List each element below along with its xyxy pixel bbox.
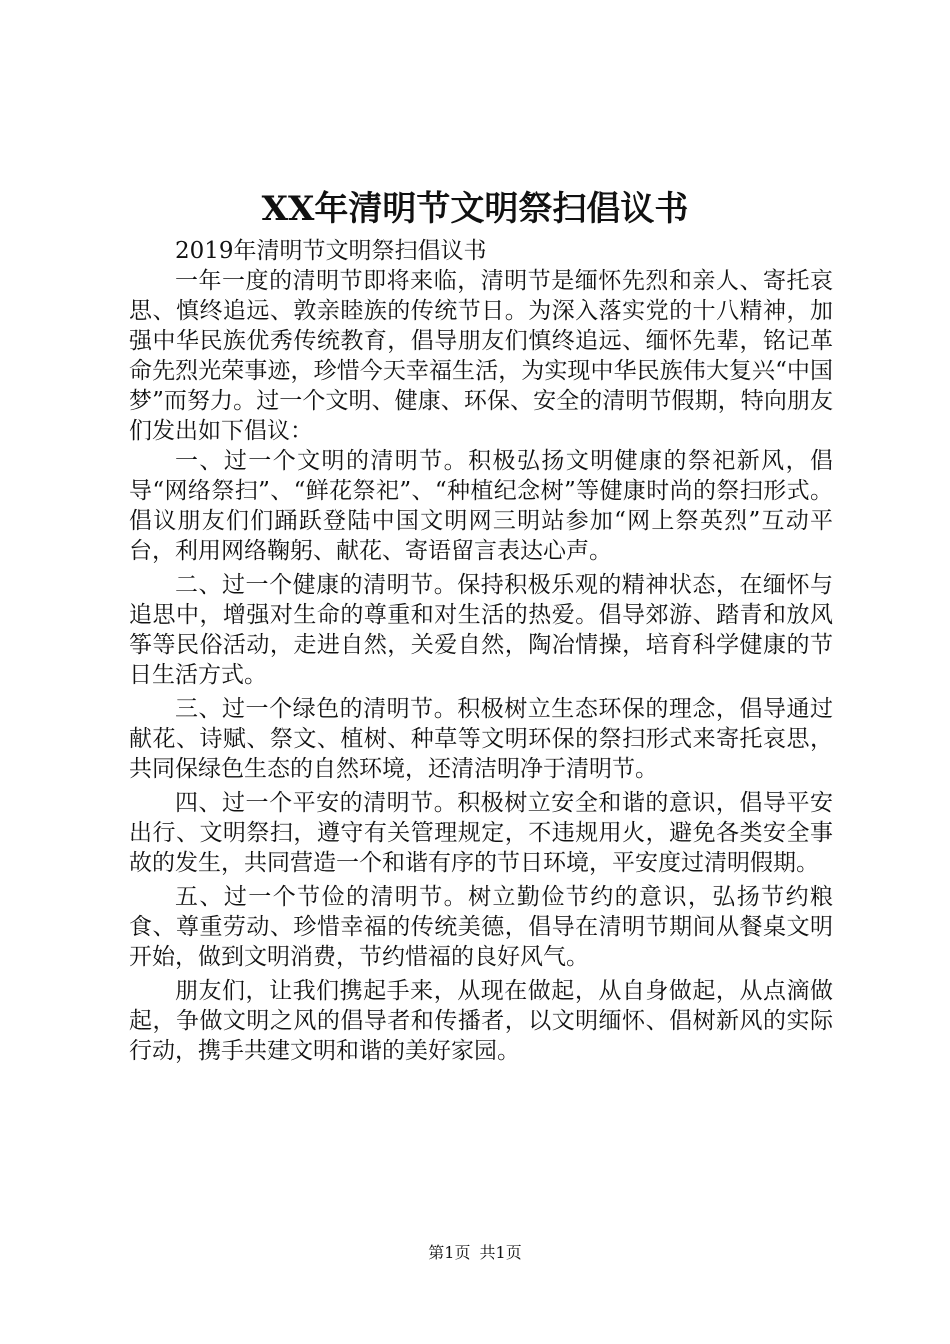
document-title: XX年清明节文明祭扫倡议书 [261, 189, 689, 229]
document-body [129, 236, 833, 1066]
document-subtitle: 2019年清明节文明祭扫倡议书 [175, 238, 487, 264]
paragraph-healthy: 二、过一个健康的清明节。保持积极乐观的精神状态，在缅怀与追思中，增强对生命的尊重和对生活的热爱。倡导郊游、踏青和放风筝等民俗活动，走进自然，关爱自然，陶冶情操，培育科学健康的节日生活方式。 [129, 572, 833, 688]
paragraph-green: 三、过一个绿色的清明节。积极树立生态环保的理念，倡导通过献花、诗赋、祭文、植树、种草等文明环保的祭扫形式来寄托哀思，共同保绿色生态的自然环境，还清洁明净于清明节。 [129, 696, 833, 782]
page-total: 共1页 [479, 1243, 522, 1262]
paragraph-frugal: 五、过一个节俭的清明节。树立勤俭节约的意识，弘扬节约粮食、尊重劳动、珍惜幸福的传统美德，倡导在清明节期间从餐桌文明开始，做到文明消费，节约惜福的良好风气。 [129, 884, 833, 970]
paragraph-civilized: 一、过一个文明的清明节。积极弘扬文明健康的祭祀新风，倡导“网络祭扫”、“鲜花祭祀”、“种植纪念树”等健康时尚的祭扫形式。倡议朋友们们踊跃登陆中国文明网三明站参加“网上祭英烈”互动平台，利用网络鞠躬、献花、寄语留言表达心声。 [129, 448, 833, 564]
page-footer [0, 1242, 950, 1264]
paragraph-intro: 一年一度的清明节即将来临，清明节是缅怀先烈和亲人、寄托哀思、慎终追远、敦亲睦族的传统节日。为深入落实党的十八精神，加强中华民族优秀传统教育，倡导朋友们慎终追远、缅怀先辈，铭记革命先烈光荣事迹，珍惜今天幸福生活，为实现中华民族伟大复兴“中国梦”而努力。过一个文明、健康、环保、安全的清明节假期，特向朋友们发出如下倡议： [129, 268, 833, 444]
paragraph-safe: 四、过一个平安的清明节。积极树立安全和谐的意识，倡导平安出行、文明祭扫，遵守有关管理规定，不违规用火，避免各类安全事故的发生，共同营造一个和谐有序的节日环境，平安度过清明假期。 [129, 790, 833, 876]
page-number: 第1页 [428, 1243, 471, 1262]
paragraph-closing: 朋友们，让我们携起手来，从现在做起，从自身做起，从点滴做起，争做文明之风的倡导者和传播者，以文明缅怀、倡树新风的实际行动，携手共建文明和谐的美好家园。 [129, 978, 833, 1064]
